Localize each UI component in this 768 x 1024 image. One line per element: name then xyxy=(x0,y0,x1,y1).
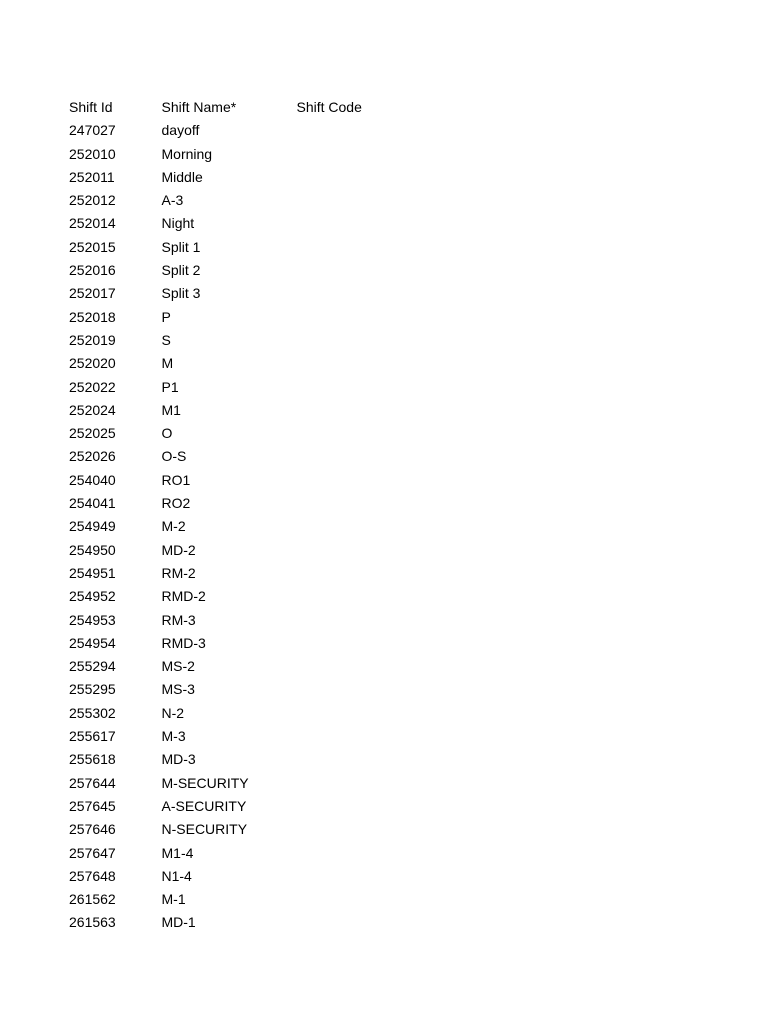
cell-shift-code xyxy=(297,748,497,771)
cell-shift-code xyxy=(297,865,497,888)
table-body xyxy=(69,119,709,934)
cell-shift-code xyxy=(297,212,497,235)
table-row xyxy=(69,888,709,911)
cell-shift-name: Morning xyxy=(161,145,213,162)
cell-shift-id: 255295 xyxy=(69,681,116,698)
cell-shift-id: 255618 xyxy=(69,751,116,768)
table-row xyxy=(69,818,709,841)
table-row xyxy=(69,795,709,818)
cell-shift-name: RMD-3 xyxy=(161,634,206,651)
cell-shift-id: 254952 xyxy=(69,588,116,605)
cell-shift-id: 252011 xyxy=(69,168,115,185)
cell-shift-code xyxy=(297,282,497,305)
cell-shift-code xyxy=(297,725,497,748)
cell-shift-code xyxy=(297,143,497,166)
cell-shift-id: 247027 xyxy=(69,122,116,139)
header-shift-code: Shift Code xyxy=(296,99,362,115)
table-row xyxy=(69,748,709,771)
table-row xyxy=(69,772,709,795)
cell-shift-id: 252025 xyxy=(69,425,116,442)
cell-shift-id: 257645 xyxy=(69,797,116,814)
table-row xyxy=(69,609,709,632)
cell-shift-code xyxy=(297,329,497,352)
cell-shift-id: 261563 xyxy=(69,914,116,931)
table-row xyxy=(69,469,709,492)
shift-table xyxy=(69,96,709,935)
cell-shift-code xyxy=(297,585,497,608)
cell-shift-id: 254953 xyxy=(69,611,116,628)
cell-shift-id: 252024 xyxy=(69,401,116,418)
cell-shift-code xyxy=(297,119,497,142)
cell-shift-name: N-SECURITY xyxy=(161,821,248,838)
cell-shift-id: 257646 xyxy=(69,821,116,838)
table-row xyxy=(69,236,709,259)
cell-shift-name: N-2 xyxy=(161,704,185,721)
cell-shift-name: O xyxy=(161,425,173,442)
cell-shift-code xyxy=(297,469,497,492)
cell-shift-code xyxy=(297,539,497,562)
table-row xyxy=(69,376,709,399)
cell-shift-code xyxy=(297,632,497,655)
table-row xyxy=(69,515,709,538)
table-header-row xyxy=(69,96,709,119)
table-row xyxy=(69,422,709,445)
cell-shift-id: 252010 xyxy=(69,145,116,162)
cell-shift-code xyxy=(297,259,497,282)
cell-shift-id: 255302 xyxy=(69,704,116,721)
cell-shift-code xyxy=(297,911,497,934)
cell-shift-name: M xyxy=(161,355,174,372)
cell-shift-code xyxy=(297,609,497,632)
cell-shift-name: MD-1 xyxy=(161,914,196,931)
cell-shift-name: dayoff xyxy=(161,122,200,139)
cell-shift-id: 252019 xyxy=(69,331,116,348)
cell-shift-code xyxy=(297,445,497,468)
table-row xyxy=(69,539,709,562)
cell-shift-name: M-SECURITY xyxy=(161,774,249,791)
cell-shift-name: M1-4 xyxy=(161,844,194,861)
table-row xyxy=(69,702,709,725)
table-row xyxy=(69,562,709,585)
cell-shift-name: MD-2 xyxy=(161,541,196,558)
cell-shift-name: P1 xyxy=(161,378,179,395)
cell-shift-code xyxy=(297,166,497,189)
table-row xyxy=(69,189,709,212)
cell-shift-id: 255617 xyxy=(69,728,116,745)
header-shift-name: Shift Name* xyxy=(161,99,237,115)
table-row xyxy=(69,725,709,748)
cell-shift-id: 252026 xyxy=(69,448,116,465)
cell-shift-id: 252016 xyxy=(69,262,116,279)
cell-shift-name: RM-3 xyxy=(161,611,196,628)
cell-shift-name: Night xyxy=(161,215,195,232)
cell-shift-id: 254951 xyxy=(69,564,116,581)
table-row xyxy=(69,585,709,608)
cell-shift-id: 254950 xyxy=(69,541,116,558)
cell-shift-id: 254954 xyxy=(69,634,116,651)
cell-shift-name: A-SECURITY xyxy=(161,797,247,814)
table-row xyxy=(69,842,709,865)
cell-shift-name: O-S xyxy=(161,448,187,465)
cell-shift-id: 252012 xyxy=(69,192,116,209)
cell-shift-id: 252018 xyxy=(69,308,116,325)
cell-shift-id: 261562 xyxy=(69,891,116,908)
cell-shift-code xyxy=(297,189,497,212)
cell-shift-id: 257647 xyxy=(69,844,116,861)
cell-shift-name: M1 xyxy=(161,401,181,418)
cell-shift-name: M-3 xyxy=(161,728,186,745)
cell-shift-code xyxy=(297,376,497,399)
cell-shift-name: M-1 xyxy=(161,891,186,908)
header-shift-id: Shift Id xyxy=(69,99,113,115)
table-row xyxy=(69,282,709,305)
cell-shift-name: N1-4 xyxy=(161,867,192,884)
cell-shift-id: 254041 xyxy=(69,495,116,512)
cell-shift-id: 254040 xyxy=(69,471,116,488)
cell-shift-code xyxy=(297,306,497,329)
cell-shift-name: P xyxy=(161,308,171,325)
table-row xyxy=(69,119,709,142)
table-row xyxy=(69,445,709,468)
cell-shift-name: S xyxy=(161,331,171,348)
cell-shift-code xyxy=(297,888,497,911)
cell-shift-id: 252015 xyxy=(69,238,116,255)
cell-shift-code xyxy=(297,678,497,701)
cell-shift-code xyxy=(297,562,497,585)
table-row xyxy=(69,399,709,422)
cell-shift-name: MS-2 xyxy=(161,658,195,675)
cell-shift-code xyxy=(297,352,497,375)
cell-shift-name: Split 3 xyxy=(161,285,201,302)
cell-shift-code xyxy=(297,492,497,515)
table-row xyxy=(69,492,709,515)
cell-shift-name: Split 2 xyxy=(161,262,201,279)
cell-shift-name: A-3 xyxy=(161,192,184,209)
cell-shift-name: RO1 xyxy=(161,471,191,488)
cell-shift-id: 257648 xyxy=(69,867,116,884)
cell-shift-id: 255294 xyxy=(69,658,116,675)
table-row xyxy=(69,632,709,655)
cell-shift-name: Middle xyxy=(161,168,203,185)
table-row xyxy=(69,655,709,678)
cell-shift-name: M-2 xyxy=(161,518,186,535)
cell-shift-code xyxy=(297,795,497,818)
cell-shift-code xyxy=(297,772,497,795)
cell-shift-code xyxy=(297,818,497,841)
cell-shift-name: MS-3 xyxy=(161,681,195,698)
cell-shift-code xyxy=(297,702,497,725)
table-row xyxy=(69,911,709,934)
cell-shift-id: 252020 xyxy=(69,355,116,372)
table-row xyxy=(69,259,709,282)
cell-shift-id: 252022 xyxy=(69,378,116,395)
table-row xyxy=(69,329,709,352)
table-row xyxy=(69,212,709,235)
cell-shift-id: 252017 xyxy=(69,285,116,302)
table-row xyxy=(69,352,709,375)
table-row xyxy=(69,865,709,888)
cell-shift-name: MD-3 xyxy=(161,751,196,768)
table-row xyxy=(69,143,709,166)
cell-shift-id: 252014 xyxy=(69,215,116,232)
cell-shift-name: RMD-2 xyxy=(161,588,206,605)
table-row xyxy=(69,166,709,189)
cell-shift-code xyxy=(297,422,497,445)
cell-shift-code xyxy=(297,399,497,422)
cell-shift-code xyxy=(297,842,497,865)
cell-shift-name: RO2 xyxy=(161,495,191,512)
table-row xyxy=(69,678,709,701)
cell-shift-name: Split 1 xyxy=(161,238,201,255)
cell-shift-id: 257644 xyxy=(69,774,116,791)
cell-shift-id: 254949 xyxy=(69,518,116,535)
table-row xyxy=(69,306,709,329)
cell-shift-code xyxy=(297,236,497,259)
cell-shift-code xyxy=(297,655,497,678)
cell-shift-code xyxy=(297,515,497,538)
cell-shift-name: RM-2 xyxy=(161,564,196,581)
